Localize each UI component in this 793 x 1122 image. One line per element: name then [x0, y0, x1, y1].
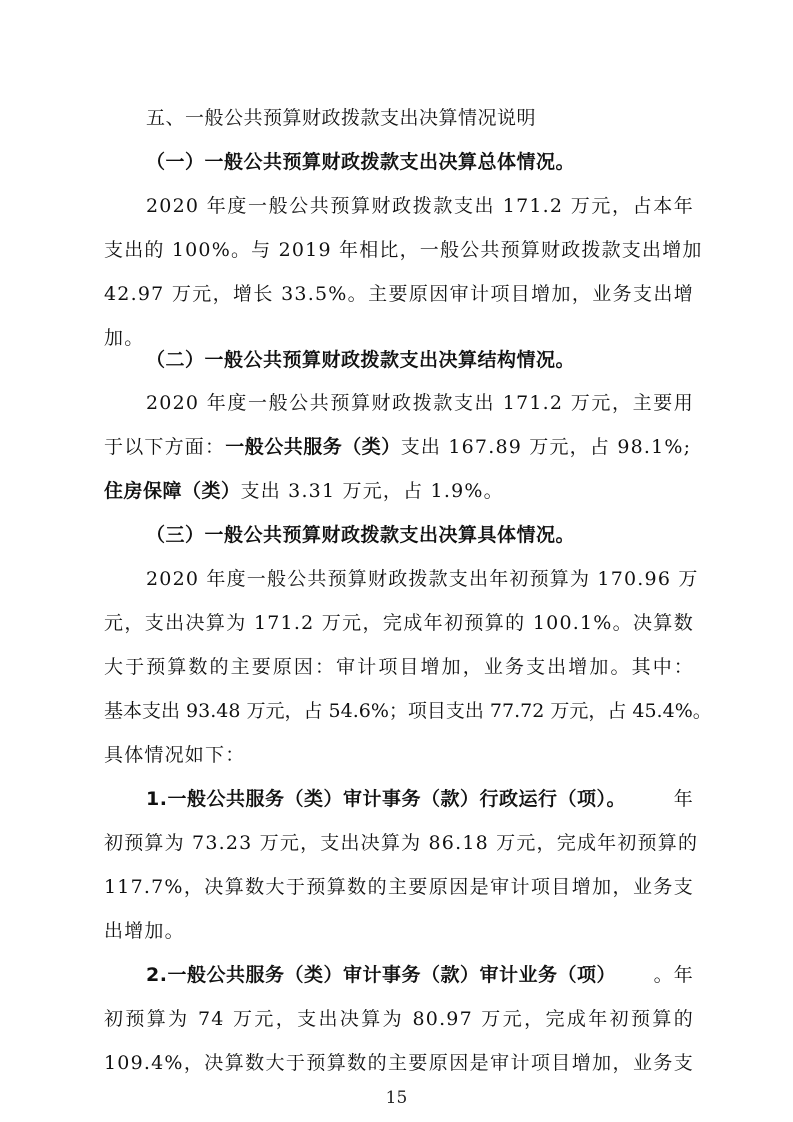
sub2-line-3-suffix: 支出 3.31 万元，占 1.9%。 [240, 480, 504, 502]
item1-first-tail: 年 [673, 788, 694, 810]
item1-line-4: 出增加。 [104, 920, 185, 942]
sub2-line-2-suffix: 支出 167.89 万元，占 98.1%; [400, 436, 692, 458]
sub3-line-1: 2020 年度一般公共预算财政拨款支出年初预算为 170.96 万 [146, 568, 699, 590]
item2-title: 2.一般公共服务（类）审计事务（款）审计业务（项） [146, 964, 616, 986]
item2-line-3: 109.4%，决算数大于预算数的主要原因是审计项目增加，业务支 [104, 1052, 694, 1074]
sub1-line-4: 加。 [104, 327, 145, 349]
sub2-line-3 [104, 478, 694, 504]
sub1-heading: （一）一般公共预算财政拨款支出决算总体情况。 [146, 151, 576, 173]
sub2-category-general-public-services: 一般公共服务（类） [225, 436, 401, 458]
sub2-line-2 [104, 434, 694, 460]
sub2-heading: （二）一般公共预算财政拨款支出决算结构情况。 [146, 349, 576, 371]
sub3-heading: （三）一般公共预算财政拨款支出决算具体情况。 [146, 524, 576, 546]
item1-line-3: 117.7%，决算数大于预算数的主要原因是审计项目增加，业务支 [104, 876, 694, 898]
sub1-line-3: 42.97 万元，增长 33.5%。主要原因审计项目增加，业务支出增 [104, 283, 694, 305]
section-title: 五、一般公共预算财政拨款支出决算情况说明 [146, 107, 537, 129]
sub2-category-housing-security: 住房保障（类） [104, 480, 241, 502]
sub1-line-1: 2020 年度一般公共预算财政拨款支出 171.2 万元，占本年 [146, 195, 694, 217]
item1-line-2: 初预算为 73.23 万元，支出决算为 86.18 万元，完成年初预算的 [104, 832, 699, 854]
sub3-line-5: 具体情况如下： [104, 744, 246, 766]
item1-line-1 [146, 786, 694, 812]
sub2-line-1: 2020 年度一般公共预算财政拨款支出 171.2 万元，主要用 [146, 392, 694, 414]
sub2-line-2-prefix: 于以下方面： [104, 436, 226, 458]
sub3-line-3: 大于预算数的主要原因：审计项目增加，业务支出增加。其中： [104, 656, 694, 678]
sub3-line-2: 元，支出决算为 171.2 万元，完成年初预算的 100.1%。决算数 [104, 612, 694, 634]
item2-first-tail: 。年 [653, 964, 694, 986]
item1-title: 1.一般公共服务（类）审计事务（款）行政运行（项）。 [146, 788, 626, 810]
page-number: 15 [385, 1088, 408, 1108]
item2-line-2: 初预算为 74 万元，支出决算为 80.97 万元，完成年初预算的 [104, 1008, 694, 1030]
sub3-line-4: 基本支出 93.48 万元，占 54.6%；项目支出 77.72 万元，占 45.4%。 [104, 700, 712, 722]
item2-line-1 [146, 962, 694, 988]
sub1-line-2: 支出的 100%。与 2019 年相比，一般公共预算财政拨款支出增加 [104, 239, 703, 261]
